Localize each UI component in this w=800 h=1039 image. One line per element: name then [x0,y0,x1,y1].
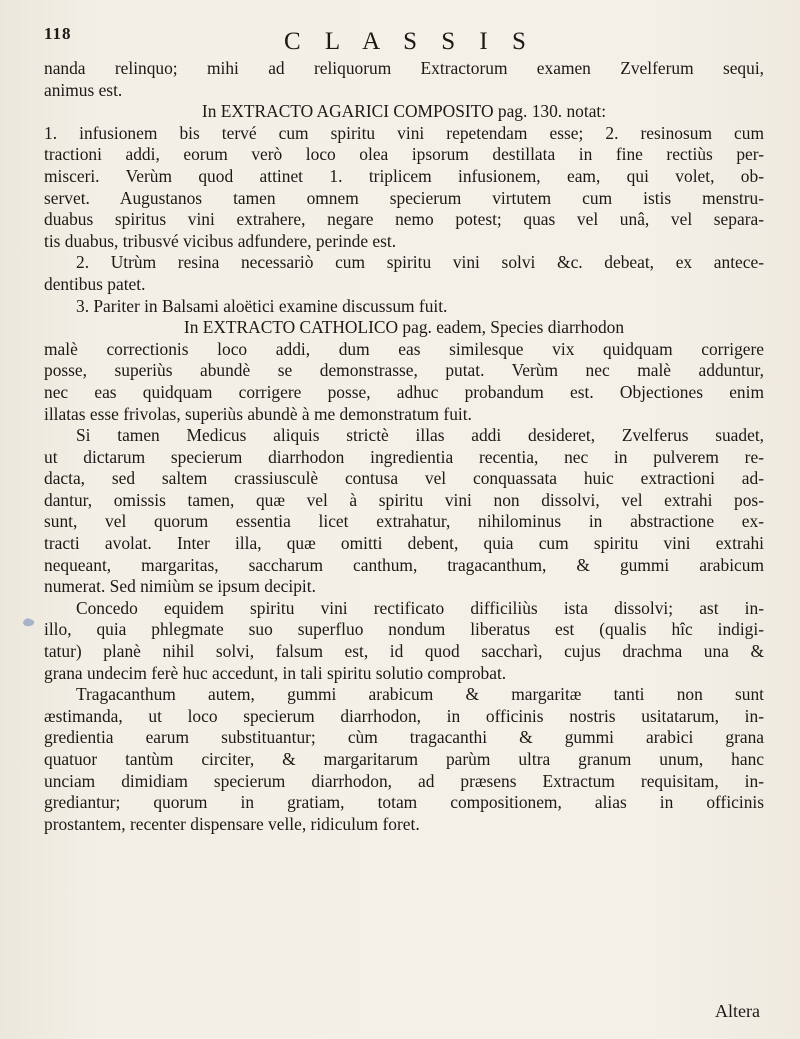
text-line: malè correctionis loco addi, dum eas similesque vix quidquam corrigere [44,338,764,359]
text-line: quatuor tantùm circiter, & margaritarum parùm ultra granum unum, hanc [44,749,764,769]
text-line: prostantem, recenter dispensare velle, ridiculum foret. [44,813,420,834]
text-line: tis duabus, tribusvé vicibus adfundere, perinde est. [44,230,397,251]
text-line: illatas esse frivolas, superiùs abundè à me demonstratum fuit. [44,403,472,424]
text-line: duabus spiritus vini extrahere, negare nemo potest; quas vel unâ, vel separa- [44,209,764,230]
text-line: 3. Pariter in Balsami aloëtici examine discussum fuit. [76,295,448,316]
text-line: tractioni addi, eorum verò loco olea ipsorum destillata in fine rectiùs per- [44,144,764,165]
text-line: unciam dimidiam specierum diarrhodon, ad præsens Extractum requisitam, in- [44,770,764,791]
text-line: posse, superiùs abundè se demonstrasse, putat. Verùm nec malè adduntur, [44,360,764,381]
page-number: 118 [44,24,72,43]
page-header [44,24,760,58]
text-line: tracti avolat. Inter illa, quæ omitti debent, quia cum spiritu vini extrahi [44,533,764,554]
text-line: dacta, sed saltem crassiusculè contusa vel conquassata huic extractioni ad- [44,468,764,489]
text-line: 2. Utrùm resina necessariò cum spiritu vini solvi &c. debeat, ex antece- [76,252,764,273]
text-line: misceri. Verùm quod attinet 1. triplicem infusionem, eam, qui volet, ob- [44,165,764,186]
text-line: sunt, vel quorum essentia licet extrahatur, nihilominus in abstractione ex- [44,511,764,532]
text-line: æstimanda, ut loco specierum diarrhodon, in officinis nostris usitatarum, in- [44,705,764,726]
text-line: dentibus patet. [44,273,146,294]
text-line: nec eas quidquam corrigere posse, adhuc probandum est. Objectiones enim [44,381,764,402]
text-line: illo, quia phlegmate suo superfluo nondum liberatus est (qualis hîc indigi- [44,619,764,640]
text-line: 1. infusionem bis tervé cum spiritu vini repetendam esse; 2. resinosum cum [44,122,764,143]
text-line: Concedo equidem spiritu vini rectificato difficiliùs ista dissolvi; ast in- [76,597,764,618]
text-line: ut dictarum specierum diarrhodon ingredientia recentia, nec in pulverem re- [44,446,764,467]
body-text [44,58,764,835]
text-line: animus est. [44,79,123,100]
section-heading-extractum-catholicum: In EXTRACTO CATHOLICO pag. eadem, Species diarrhodon [183,317,625,338]
running-title: C L A S S I S [284,28,535,55]
section-heading-extractum-agarici: In EXTRACTO AGARICI COMPOSITO pag. 130. notat: [201,101,607,122]
margin-stamp-icon [22,616,36,628]
text-line: Tragacanthum autem, gummi arabicum & margaritæ tanti non sunt [76,684,764,705]
catchword: Altera [715,1001,760,1021]
text-line: grana undecim ferè huc accedunt, in tali spiritu solutio comprobat. [44,662,507,683]
text-line: gredientia earum substituantur; cùm tragacanthi & gummi arabici grana [44,727,764,748]
text-line: dantur, omissis tamen, quæ vel à spiritu vini non dissolvi, vel extrahi pos- [44,489,764,510]
text-line: grediantur; quorum in gratiam, totam compositionem, alias in officinis [44,792,764,813]
text-line: numerat. Sed nimiùm se ipsum decipit. [44,576,316,597]
text-line: servet. Augustanos tamen omnem specierum virtutem cum istis menstru- [44,187,764,208]
text-line: nequeant, margaritas, saccharum canthum, tragacanthum, & gummi arabicum [44,554,764,575]
text-line: tatur) planè nihil solvi, falsum est, id quod saccharì, cujus drachma una & [44,641,764,662]
text-line: nanda relinquo; mihi ad reliquorum Extractorum examen Zvelferum sequi, [44,58,764,78]
text-line: Si tamen Medicus aliquis strictè illas addi desideret, Zvelferus suadet, [76,425,764,446]
